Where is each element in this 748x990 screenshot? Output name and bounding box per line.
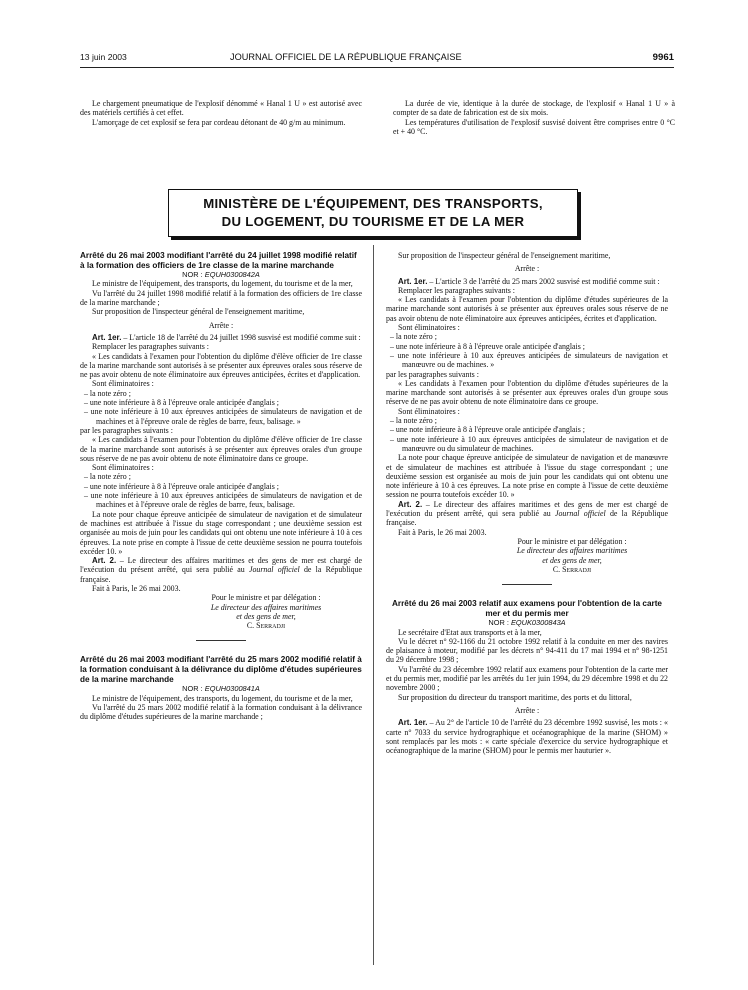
decree-title: Arrêté du 26 mai 2003 relatif aux examens pour l'obtention de la carte mer et du permis mer <box>392 599 662 618</box>
paragraph: Sont éliminatoires : <box>92 463 154 473</box>
paragraph: Le secrétaire d'Etat aux transports et à la mer, <box>398 627 542 637</box>
paragraph: Vu l'arrêté du 25 mars 2002 modifié relatif à la formation conduisant à la délivrance du diplôme d'études supérieures de la marine marchande ; <box>80 702 362 722</box>
paragraph: par les paragraphes suivants : <box>386 369 479 379</box>
decree-title: Arrêté du 26 mai 2003 modifiant l'arrêté du 25 mars 2002 modifié relatif à la formation conduisant à la délivrance du diplôme d'études supérieures de la marine marchande <box>80 655 362 684</box>
list-item: – une note inférieure à 8 à l'épreuve orale anticipée d'anglais ; <box>390 341 585 351</box>
paragraph: « Les candidats à l'examen pour l'obtention du diplôme d'élève officier de 1re classe de la marine marchande sont autorisés à se présenter aux épreuves orales sous réserve de ne pas avoir obtenu de note éliminatoire aux épreuves anticipées, écrites et d'application. <box>80 351 362 380</box>
nor-reference: NOR : EQUH0300841A <box>182 684 260 694</box>
signature-place-date: Fait à Paris, le 26 mai 2003. <box>92 583 181 593</box>
list-item: – la note zéro ; <box>390 332 437 342</box>
paragraph: Vu l'arrêté du 23 décembre 1992 relatif aux examens pour l'obtention de la carte mer et du permis mer, modifié par les arrêtés du 1er juin 1994, du 29 décembre 1998 et du 22 novembre 2000 ; <box>386 664 668 693</box>
paragraph: La durée de vie, identique à la durée de stockage, de l'explosif « Hanal 1 U » à compter de sa date de fabrication est de six mois. <box>393 99 675 118</box>
paragraph: L'amorçage de cet explosif se fera par cordeau détonant de 40 g/m au minimum. <box>92 117 346 127</box>
list-item: – une note inférieure à 8 à l'épreuve orale anticipée d'anglais ; <box>84 481 279 491</box>
decree-title: Arrêté du 26 mai 2003 modifiant l'arrêté du 24 juillet 1998 modifié relatif à la formation des officiers de 1re classe de la marine marchande <box>80 251 357 270</box>
signature-block: Pour le ministre et par délégation : Le directeur des affaires maritimes et des gens de mer, C. Serradji <box>516 536 628 574</box>
list-item: – une note inférieure à 10 aux épreuves anticipées de simulateurs de navigation et manœuvre ou de machines. » <box>390 350 668 370</box>
arrete-heading: Arrête : <box>514 264 540 274</box>
top-left-column <box>80 99 362 127</box>
list-item: – la note zéro ; <box>84 388 131 398</box>
signature-place-date: Fait à Paris, le 26 mai 2003. <box>398 527 487 537</box>
left-column <box>80 251 362 721</box>
nor-reference: NOR : EQUK0300843A <box>488 618 566 628</box>
nor-reference: NOR : EQUH0300842A <box>182 270 260 280</box>
paragraph: Sur proposition de l'inspecteur général de l'enseignement maritime, <box>398 251 611 260</box>
section-divider <box>196 640 246 641</box>
paragraph: Le ministre de l'équipement, des transports, du logement, du tourisme et de la mer, <box>92 279 353 289</box>
paragraph: La note pour chaque épreuve anticipée de simulateur de navigation et de simulateur de machines est attribuée à l'issue du stage correspondant ; une deuxième session est organisée au mois de juin pour les candidats qui ont obtenu une note inférieure à 10 à ces épreuves. La note prise en compte à l'issue de cette deuxième session ne pourra toutefois excéder 10. » <box>80 509 362 556</box>
article-1: Art. 1er. – Au 2° de l'article 10 de l'arrêté du 23 décembre 1992 susvisé, les mots : « carte n° 7033 du service hydrographique et océanographique de la marine (SHOM) » sont remplacés par les mots : « carte spéciale d'exercice du service hydrographique et océanographique de la marine (SHOM) pour le permis mer hauturier ». <box>386 718 668 756</box>
list-item: – la note zéro ; <box>84 472 131 482</box>
paragraph: Les températures d'utilisation de l'explosif susvisé doivent être comprises entre 0 °C et + 40 °C. <box>393 117 675 136</box>
list-item: – une note inférieure à 10 aux épreuves anticipées de simulateurs de navigation et de machines et à l'épreuve orale de règles de barre, feux, balisage. » <box>84 407 362 426</box>
paragraph: par les paragraphes suivants : <box>80 425 173 435</box>
paragraph: Le ministre de l'équipement, des transports, du logement, du tourisme et de la mer, <box>92 693 353 703</box>
paragraph: Remplacer les paragraphes suivants : <box>398 285 516 295</box>
signature-block: Pour le ministre et par délégation : Le directeur des affaires maritimes et des gens de mer, C. Serradji <box>210 593 322 631</box>
ministry-banner <box>168 189 578 237</box>
paragraph: Sont éliminatoires : <box>398 406 460 416</box>
article-2: Art. 2. – Le directeur des affaires maritimes et des gens de mer est chargé de l'exécution du présent arrêté, qui sera publié au Journal officiel de la République française. <box>80 556 362 584</box>
paragraph: « Les candidats à l'examen pour l'obtention du diplôme d'élève officier de 1re classe de la marine marchande sont autorisés à se présenter aux épreuves orales d'un groupe sous réserve de ne pas avoir obtenu de note éliminatoire dans ce groupe. <box>80 435 362 463</box>
article-2: Art. 2. – Le directeur des affaires maritimes et des gens de mer est chargé de l'exécution du présent arrêté, qui sera publié au Journal officiel de la République française. <box>386 499 668 528</box>
paragraph: Sur proposition du directeur du transport maritime, des ports et du littoral, <box>398 692 632 702</box>
header-journal-title: JOURNAL OFFICIEL DE LA RÉPUBLIQUE FRANÇAISE <box>230 52 462 62</box>
article-1: Art. 1er. – L'article 18 de l'arrêté du 24 juillet 1998 susvisé est modifié comme suit : <box>92 332 361 342</box>
paragraph: La note pour chaque épreuve anticipée de simulateur de navigation et de manœuvre et de simulateur de machines est attribuée à l'issue du stage correspondant ; une deuxième session est organisée au mois de juin pour les candidats qui ont obtenu une note inférieure à 10 à ces épreuves. La note prise en compte à l'issue de cette deuxième session ne pourra toutefois excéder 10. » <box>386 453 668 500</box>
ministry-line-1: MINISTÈRE DE L'ÉQUIPEMENT, DES TRANSPORTS, <box>203 196 543 211</box>
column-separator <box>373 245 374 965</box>
arrete-heading: Arrête : <box>208 320 234 330</box>
top-right-column <box>393 99 675 136</box>
paragraph: Remplacer les paragraphes suivants : <box>92 342 210 352</box>
header-rule <box>80 67 674 68</box>
list-item: – une note inférieure à 8 à l'épreuve orale anticipée d'anglais ; <box>390 425 585 435</box>
paragraph: Sont éliminatoires : <box>398 323 460 333</box>
paragraph: Vu le décret n° 92-1166 du 21 octobre 1992 relatif à la conduite en mer des navires de plaisance à moteur, modifié par les décrets n° 94-411 du 17 mai 1994 et n° 98-1251 du 29 décembre 1998 ; <box>386 636 668 665</box>
arrete-heading: Arrête : <box>514 705 540 715</box>
ministry-line-2: DU LOGEMENT, DU TOURISME ET DE LA MER <box>221 214 525 229</box>
paragraph: Sont éliminatoires : <box>92 379 154 389</box>
list-item: – une note inférieure à 10 aux épreuves anticipées de simulateurs de navigation et de machines et à l'épreuve orale de règles de barre, feux, balisage. <box>84 491 362 510</box>
paragraph: « Les candidats à l'examen pour l'obtention du diplôme d'études supérieures de la marine marchande sont autorisés à se présenter aux épreuves orales d'un groupe sous réserve de ne pas avoir obtenu de note éliminatoire dans ce groupe. <box>386 378 668 407</box>
section-divider <box>502 584 552 585</box>
list-item: – la note zéro ; <box>390 416 437 426</box>
article-1: Art. 1er. – L'article 3 de l'arrêté du 25 mars 2002 susvisé est modifié comme suit : <box>398 276 660 286</box>
page-header <box>80 50 674 66</box>
header-date: 13 juin 2003 <box>80 52 127 62</box>
paragraph: Vu l'arrêté du 24 juillet 1998 modifié relatif à la formation des officiers de 1re classe de la marine marchande ; <box>80 288 362 308</box>
paragraph: Sur proposition de l'inspecteur général de l'enseignement maritime, <box>92 307 305 317</box>
list-item: – une note inférieure à 8 à l'épreuve orale anticipée d'anglais ; <box>84 398 279 408</box>
list-item: – une note inférieure à 10 aux épreuves anticipées de simulateur de navigation et de manœuvre ou du simulateur de machines. <box>390 434 668 453</box>
paragraph: « Les candidats à l'examen pour l'obtention du diplôme d'études supérieures de la marine marchande sont autorisés à se présenter aux épreuves orales sous réserve de ne pas avoir obtenu de note éliminatoire aux épreuves anticipées, écrites et d'application. <box>386 295 668 323</box>
paragraph: Le chargement pneumatique de l'explosif dénommé « Hanal 1 U » est autorisé avec des matériels certifiés à cet effet. <box>80 99 362 118</box>
header-page-number: 9961 <box>652 52 674 63</box>
right-column <box>386 251 668 755</box>
